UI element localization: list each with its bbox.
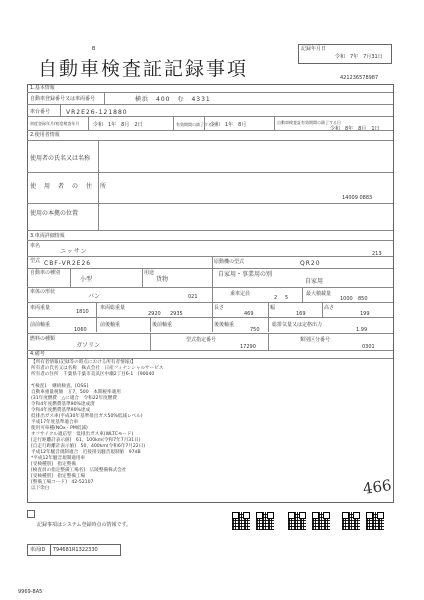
model-designation-label: 型式指定番号: [186, 337, 217, 343]
business-type: 自家用・事業用の別: [218, 271, 273, 278]
rear-front-label: 後前軸重: [152, 322, 173, 328]
expiry-label: 有効期間の満了する日: [176, 122, 216, 127]
height-label: 高さ: [324, 305, 335, 311]
qr-code: [256, 512, 274, 530]
note-line: [自走行距離計表示値] 50，400km(令和6年7月22日): [31, 444, 146, 449]
capacity-label: 乗車定員: [230, 291, 251, 297]
fuel-value: ガソリン: [76, 342, 101, 349]
engine-type-value: QR20: [300, 260, 321, 267]
note-line: 低排出ガス車(平成30年基準排出ガス50%低減レベル): [31, 414, 143, 419]
make-value: ニッサン: [60, 248, 88, 255]
qr-code: [366, 512, 384, 530]
front-rear-label: 前後軸重: [100, 322, 121, 328]
qr-code: [342, 512, 360, 530]
reg-value: 横浜 400 む 4331: [135, 96, 211, 103]
section-basic: 1.基本情報: [30, 85, 55, 91]
make-code: 213: [372, 251, 382, 257]
note-line: 平成12年騒音規制適合 近接排気騒音規制値 97dB: [31, 450, 141, 455]
use-value: 貨物: [156, 276, 169, 283]
note-line: [受検種別] 指定整備工場: [31, 474, 86, 479]
note-line: [走行距離計表示値] 61，100km(令和7年7月31日): [31, 438, 141, 443]
user-address-label: 使 用 者 の 住 所: [30, 183, 108, 190]
length-value: 469: [244, 311, 254, 317]
doc-letter: B: [92, 46, 96, 52]
rear-rear-value: 750: [250, 327, 260, 333]
max-load-value: 1000: [340, 296, 353, 302]
gross-label: 車両総重量: [100, 305, 126, 311]
vehicle-id-label: 車両ID: [30, 547, 46, 553]
business-selected: 自家用: [305, 278, 324, 285]
gross-sub: 2935: [170, 311, 183, 317]
note-line: 以下余白: [31, 486, 50, 491]
record-date-label: 記録年月日: [301, 46, 327, 52]
qr-code: [232, 512, 250, 530]
weight-label: 車両重量: [30, 305, 51, 311]
expiry-long-label: 自動車検査証有効期間の満了する日: [277, 120, 341, 125]
system-notice: 記録事項はシステム登録時点の情報です。: [37, 522, 132, 528]
category-label: 類別区分番号: [300, 337, 331, 343]
capacity-value: 2: [274, 295, 278, 301]
expiry-short: 令和 1年 8月: [210, 122, 247, 128]
qr-code: [312, 512, 330, 530]
type-label: 型式: [30, 258, 41, 264]
weight-value: 1810: [76, 309, 89, 315]
front-front-label: 前前軸重: [30, 322, 51, 328]
max-load-sub: 850: [358, 296, 368, 302]
width-value: 169: [296, 311, 306, 317]
record-date-box: [298, 44, 392, 64]
model-designation-value: 17290: [240, 344, 256, 350]
note-line: (31年度燃費 △に適合 令和22年度燃費: [31, 396, 117, 401]
capacity-sub: 5: [285, 295, 289, 301]
qr-code: [288, 512, 306, 530]
body-label: 車体の形状: [30, 289, 56, 295]
note-line: 令和4年度燃費基準90%達成済: [31, 402, 95, 407]
note-line: [受検種別] 指定整備: [31, 462, 76, 467]
kind-label: 自動車の種別: [30, 270, 61, 276]
type-value: CBF-VR2E26: [44, 260, 92, 267]
use-label: 用途: [144, 270, 155, 276]
note-line: 自動車重量税額 ￥7，500 本期税率適用: [31, 390, 121, 395]
vehicle-id-value: T94681R1322330: [53, 547, 98, 553]
max-load-label: 最大積載量: [306, 291, 332, 297]
first-reg-value: 令和 1年 8月 2日: [93, 122, 143, 128]
expiry-value: 令和 8年 8月 1日: [330, 126, 380, 132]
user-address-code: 14009 0883: [342, 195, 373, 201]
note-line: オフサイクル適応型 低排出ガス車(WLTCモード): [31, 432, 134, 437]
length-label: 長さ: [214, 305, 225, 311]
displacement-label: 総排気量又は定格出力: [272, 322, 323, 328]
section-user: 2.使用者情報: [30, 132, 60, 138]
section-notes: 4.備考: [30, 351, 45, 357]
note-line: [検査員の指定整備工場名] 広陵整備株式会社: [31, 468, 127, 473]
front-front-value: 1060: [74, 327, 87, 333]
note-line: 平成17年度基準適合車: [31, 420, 79, 425]
doc-number: 421236578987: [340, 75, 379, 81]
height-value: 199: [360, 311, 370, 317]
chassis-label: 車台番号: [30, 109, 51, 115]
note-line: [整備工場コード] 42-52107: [31, 480, 94, 485]
vehicle-id-box: [27, 544, 121, 556]
body-code: 021: [188, 294, 198, 300]
handwritten-number: 466: [361, 476, 393, 498]
note-line: 使用可車種(NOx・PM低減): [31, 426, 88, 431]
displacement-value: 1.99: [356, 327, 368, 333]
note-line: 【所有者情報(記録等の時点における所有者情報)】: [31, 360, 136, 365]
first-reg-label: 初度登録年月/初度検査年月: [30, 121, 80, 126]
gross-value: 2920: [148, 311, 161, 317]
note-line: *[検査]. 継続検査。[OSS]: [31, 384, 89, 389]
page-title: 自動車検査証記録事項: [38, 58, 249, 80]
note-line: 所有者の住所 千葉県千葉市美浜区中瀬2丁目6-1 [90040: [31, 372, 155, 377]
base-location-label: 使用の本拠の位置: [30, 210, 79, 217]
make-label: 車名: [30, 243, 41, 249]
body-value: バン: [88, 293, 101, 300]
user-name-label: 使用者の氏名又は名称: [30, 155, 91, 162]
rear-rear-label: 後後軸重: [214, 322, 235, 328]
fuel-label: 燃料の種類: [30, 336, 56, 342]
note-line: 所有者の氏名又は名称 株式会社 日産フィナンシャルサービス: [31, 366, 164, 371]
record-date-value: 令和 7年 7月31日: [335, 54, 383, 60]
form-number: 9969-8A5: [18, 589, 43, 595]
note-line: *平成12年騒音規制適用車: [31, 456, 86, 461]
note-line: 令和4年度燃費基準90%達成: [31, 408, 91, 413]
reg-label: 自動車登録番号又は車両番号: [30, 96, 96, 102]
chassis-value: VR2E26-121880: [66, 109, 128, 116]
width-label: 幅: [270, 305, 276, 311]
category-value: 0301: [362, 344, 375, 350]
checkbox-mark: [27, 510, 35, 518]
engine-type-label: 原動機の型式: [214, 259, 245, 265]
kind-value: 小型: [80, 276, 93, 283]
section-vehicle: 3.車両詳細情報: [30, 233, 65, 239]
